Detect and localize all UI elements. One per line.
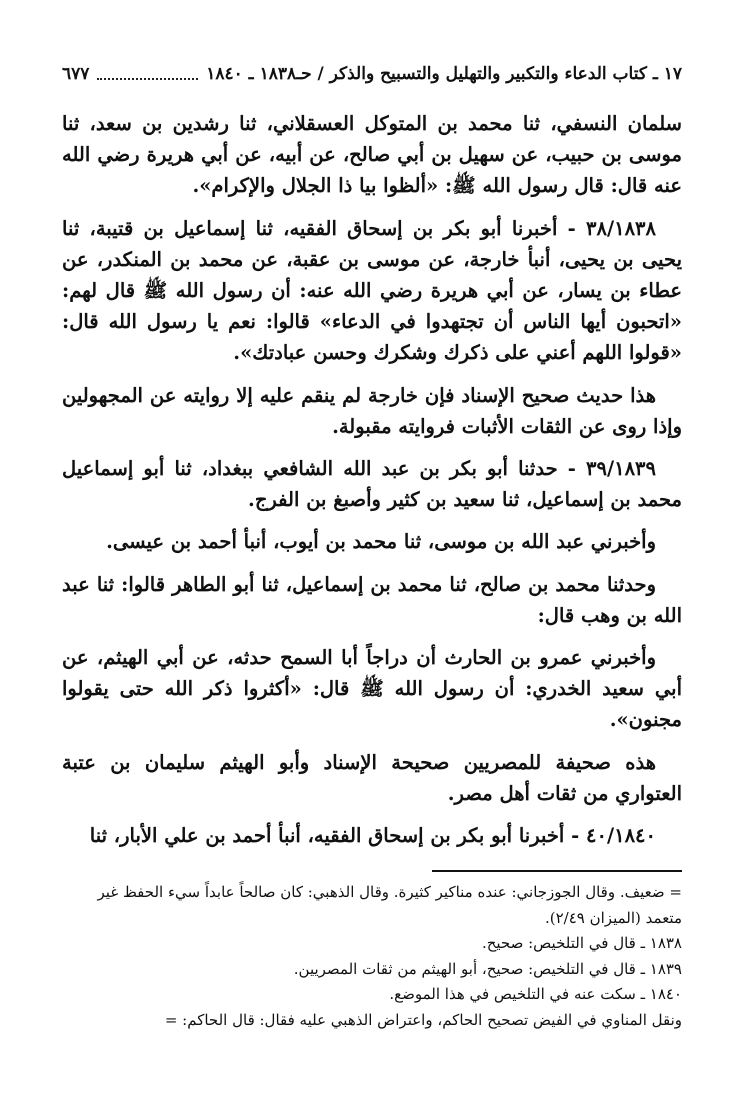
footnote: = ضعيف. وقال الجوزجاني: عنده مناكير كثيرة. وقال الذهبي: كان صالحاً عابداً سيء الحفظ غير متعمد (الميزان ٢/٤٩). [97,883,682,927]
footnote-separator [432,870,682,872]
hadith-paragraph-1840: ٤٠/١٨٤٠ - أخبرنا أبو بكر بن إسحاق الفقيه، أنبأ أحمد بن علي الأبار، ثنا [89,824,656,848]
paragraph: وحدثنا محمد بن صالح، ثنا محمد بن إسماعيل، ثنا أبو الطاهر قالوا: ثنا عبد الله بن وهب قال: [62,572,682,627]
hadith-paragraph-1838: ٣٨/١٨٣٨ - أخبرنا أبو بكر بن إسحاق الفقيه، ثنا إسماعيل بن قتيبة، ثنا يحيى بن يحيى، أنبأ خارجة، عن موسى بن عقبة، عن محمد بن المنكدر، عن عطاء بن يسار، عن أبي هريرة رضي الله عنه: أن رسول الله ﷺ قال لهم: «اتحبون أيها الناس أن تجتهدوا في الدعاء» قالوا: نعم يا رسول الله قال: «قولوا اللهم أعني على ذكرك وشكرك وحسن عبادتك». [62,216,682,365]
main-text [62,108,682,862]
hadith-paragraph-1839: ٣٩/١٨٣٩ - حدثنا أبو بكر بن عبد الله الشافعي ببغداد، ثنا أبو إسماعيل محمد بن إسماعيل، ثنا سعيد بن كثير وأصبغ بن الفرج. [62,457,682,512]
header-dot-leader [97,68,198,80]
grading-paragraph: هذا حديث صحيح الإسناد فإن خارجة لم ينقم عليه إلا روايته عن المجهولين وإذا روى عن الثقات الأثبات فروايته مقبولة. [62,383,682,438]
running-title: ١٧ ـ كتاب الدعاء والتكبير والتهليل والتسبيح والذكر / حـ١٨٣٨ ـ ١٨٤٠ [206,64,682,84]
paragraph: وأخبرني عبد الله بن موسى، ثنا محمد بن أيوب، أنبأ أحمد بن عيسى. [106,530,656,554]
paragraph: سلمان النسفي، ثنا محمد بن المتوكل العسقلاني، ثنا رشدين بن سعد، ثنا موسى بن حبيب، عن سهيل بن أبي صالح، عن أبيه، عن أبي هريرة رضي الله عنه قال: قال رسول الله ﷺ: «ألظوا بيا ذا الجلال والإكرام». [62,112,682,198]
running-header [62,60,682,88]
footnotes [62,880,682,1033]
footnote: ١٨٤٠ ـ سكت عنه في التلخيص في هذا الموضع. [389,985,682,1003]
grading-paragraph: هذه صحيفة للمصريين صحيحة الإسناد وأبو الهيثم سليمان بن عتبة العتواري من ثقات أهل مصر. [62,750,682,805]
footnote: ١٨٣٨ ـ قال في التلخيص: صحيح. [481,934,682,952]
paragraph: وأخبرني عمرو بن الحارث أن دراجاً أبا السمح حدثه، عن أبي الهيثم، عن أبي سعيد الخدري: أن رسول الله ﷺ قال: «أكثروا ذكر الله حتى يقولوا مجنون». [62,646,682,732]
page-number: ٦٧٧ [62,64,90,84]
footnote: ١٨٣٩ ـ قال في التلخيص: صحيح، أبو الهيثم من ثقات المصريين. [293,959,682,978]
footnote: ونقل المناوي في الفيض تصحيح الحاكم، واعتراض الذهبي عليه فقال: قال الحاكم: = [164,1010,682,1029]
